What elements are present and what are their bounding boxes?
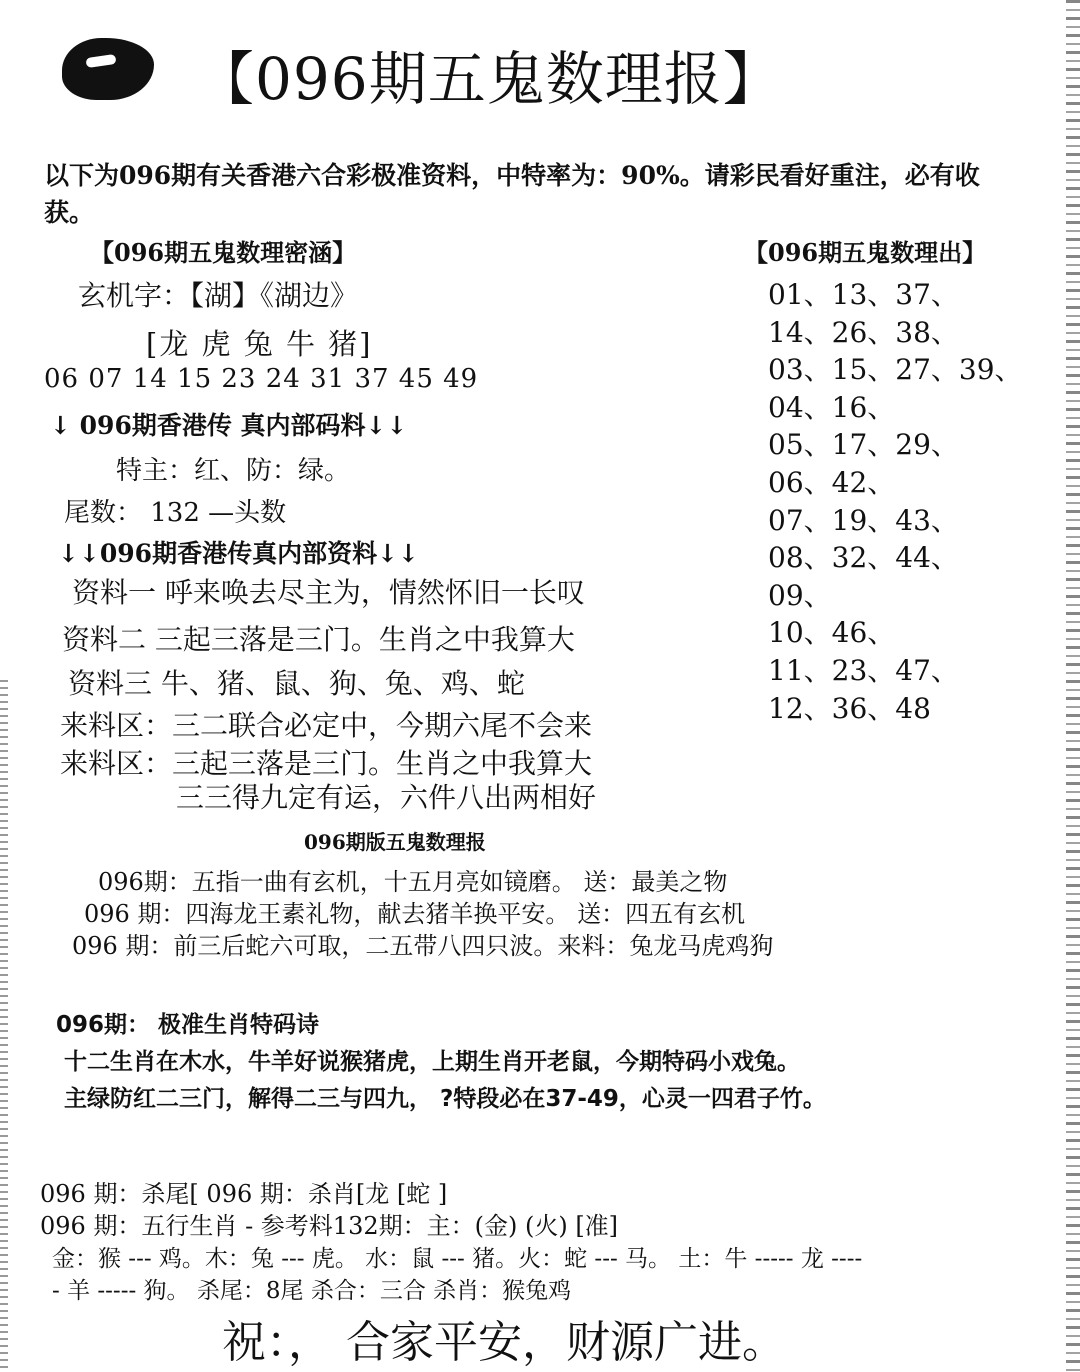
list-item: 08、32、44、 <box>768 541 959 575</box>
bottom-line-2: 096 期：五行生肖 - 参考料132期：主：(金) (火) [准] <box>40 1212 619 1240</box>
ziliao-1: 资料一 呼来唤去尽主为，情然怀旧一长叹 <box>72 576 585 609</box>
mid-line-1: 096期：五指一曲有玄机，十五月亮如镜磨。 送：最美之物 <box>98 868 728 896</box>
list-item: 04、16、 <box>768 390 896 424</box>
numbers-line: 06 07 14 15 23 24 31 37 45 49 <box>44 364 479 394</box>
logo-icon <box>62 38 154 100</box>
bottom-line-3: 金：猴 --- 鸡。木：兔 --- 虎。 水：鼠 --- 猪。火：蛇 --- 马。 土：牛 ----- 龙 ---- <box>52 1246 863 1272</box>
hk-title-2: ↓↓096期香港传真内部资料↓↓ <box>58 539 419 568</box>
laoliao-1: 来料区：三二联合必定中，今期六尾不会来 <box>60 709 593 742</box>
poem-title: 096期： 极准生肖特码诗 <box>56 1012 320 1038</box>
list-item: 09、 <box>768 578 832 612</box>
poem-line-2: 主绿防红二三门，解得二三与四九， ?特段必在37-49，心灵一四君子竹。 <box>64 1086 826 1112</box>
mid-line-2: 096 期：四海龙王素礼物，献去猪羊换平安。 送：四五有玄机 <box>84 900 746 928</box>
laoliao-2a: 来料区：三起三落是三门。生肖之中我算大 <box>60 747 593 780</box>
scan-edge-left <box>0 680 8 1372</box>
hk-title: ↓ 096期香港传 真内部码料↓↓ <box>50 411 408 440</box>
list-item: 11、23、47、 <box>768 653 959 687</box>
page-title: 【096期五鬼数理报】 <box>196 45 782 113</box>
list-item: 05、17、29、 <box>768 428 959 462</box>
intro-line-2: 获。 <box>44 198 95 227</box>
xuanji-line: 玄机字：【湖】《湖边》 <box>78 279 359 312</box>
ziliao-2: 资料二 三起三落是三门。生肖之中我算大 <box>62 623 575 656</box>
list-item: 10、46、 <box>768 616 896 650</box>
blessing-line: 祝：， 合家平安，财源广进。 <box>222 1317 786 1368</box>
bottom-line-1: 096 期：杀尾[ 096 期：杀肖[龙 [蛇 ] <box>40 1180 448 1208</box>
list-item: 03、15、27、39、 <box>768 353 1023 387</box>
tezhu-line: 特主：红、防：绿。 <box>116 456 351 486</box>
list-item: 01、13、37、 <box>768 278 959 311</box>
scan-edge-right <box>1066 0 1080 1372</box>
number-list <box>768 276 1023 727</box>
laoliao-2b: 三三得九定有运，六件八出两相好 <box>176 781 597 814</box>
list-item: 12、36、48 <box>768 691 931 725</box>
weishu-line: 尾数： 132 —头数 <box>64 498 287 528</box>
left-heading: 【096期五鬼数理密涵】 <box>90 238 357 267</box>
intro-line-1: 以下为096期有关香港六合彩极准资料，中特率为：90%。请彩民看好重注，必有收 <box>44 161 980 190</box>
mid-line-3: 096 期：前三后蛇六可取，二五带八四只波。来料：兔龙马虎鸡狗 <box>72 932 774 960</box>
list-item: 14、26、38、 <box>768 315 959 349</box>
bottom-line-4: - 羊 ----- 狗。 杀尾：8尾 杀合：三合 杀肖：猴兔鸡 <box>52 1278 572 1304</box>
ziliao-3: 资料三 牛、猪、鼠、狗、兔、鸡、蛇 <box>68 667 525 700</box>
list-item: 07、19、43、 <box>768 503 959 537</box>
list-item: 06、42、 <box>768 465 896 499</box>
mid-subtitle: 096期版五鬼数理报 <box>304 830 486 854</box>
right-heading: 【096期五鬼数理出】 <box>744 238 987 267</box>
poem-line-1: 十二生肖在木水，牛羊好说猴猪虎，上期生肖开老鼠，今期特码小戏兔。 <box>64 1049 800 1075</box>
zodiac-line: [龙 虎 兔 牛 猪] <box>146 327 373 361</box>
